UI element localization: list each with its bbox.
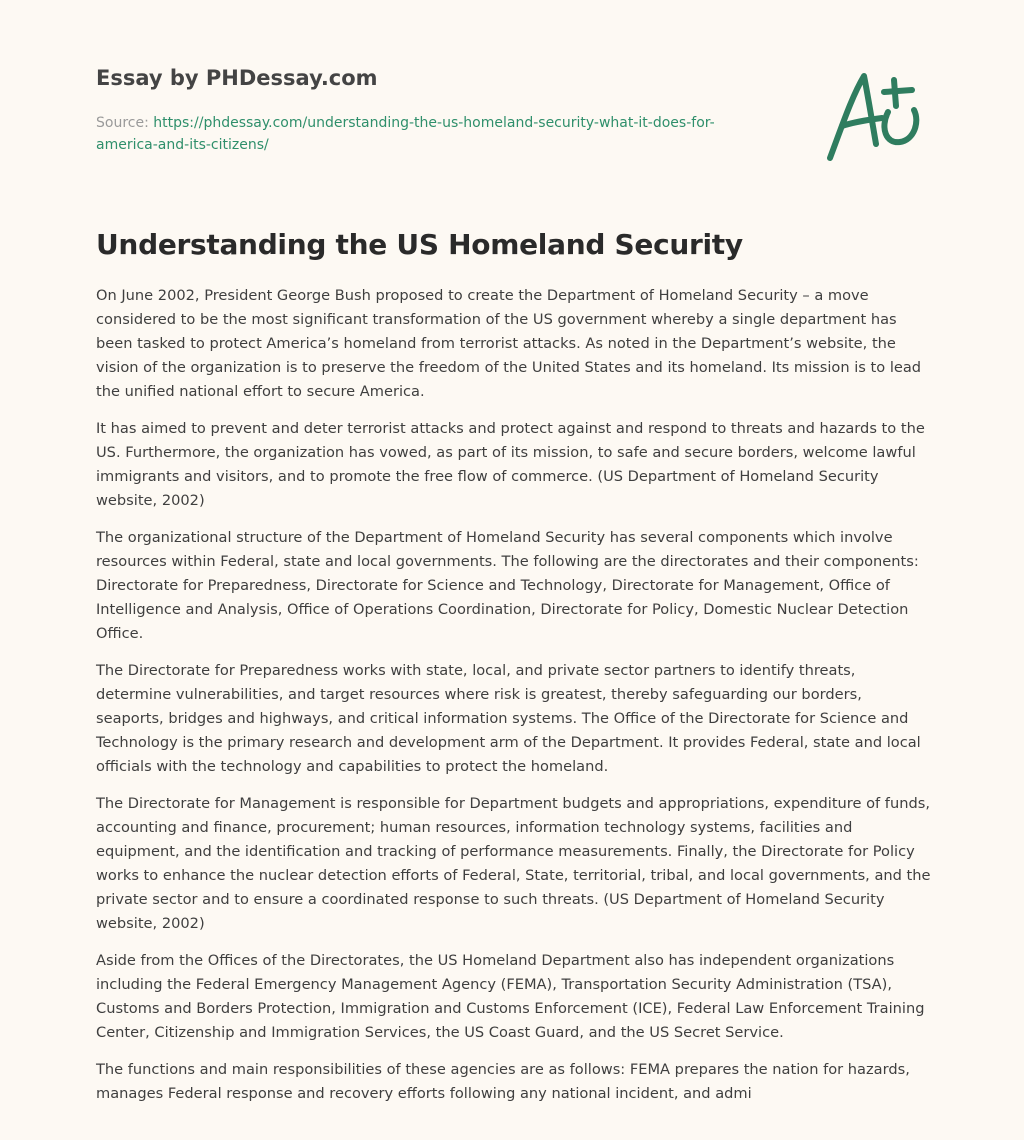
- source-line: [96, 112, 776, 156]
- article: [96, 226, 932, 1119]
- article-paragraph: The organizational structure of the Department of Homeland Security has several components which involve resources within Federal, state and local governments. The following are the directorates and their components: Directorate for Preparedness, Directorate for Science and Technology, Directorate for Management, Office of Intelligence and Analysis, Office of Operations Coordination, Directorate for Policy, Domestic Nuclear Detection Office.: [96, 529, 919, 642]
- article-paragraph: It has aimed to prevent and deter terrorist attacks and protect against and respond to threats and hazards to the US. Furthermore, the organization has vowed, as part of its mission, to safe and secure borders, welcome lawful immigrants and visitors, and to promote the free flow of commerce. (US Department of Homeland Security website, 2002): [96, 420, 925, 509]
- article-title: Understanding the US Homeland Security: [96, 228, 743, 261]
- article-paragraph: Aside from the Offices of the Directorates, the US Homeland Department also has independent organizations including the Federal Emergency Management Agency (FEMA), Transportation Security Administration (TSA), Customs and Borders Protection, Immigration and Customs Enforcement (ICE), Federal Law Enforcement Training Center, Citizenship and Immigration Services, the US Coast Guard, and the US Secret Service.: [96, 952, 925, 1041]
- source-label: Source:: [96, 115, 149, 131]
- page-header: [96, 64, 776, 156]
- article-paragraph: The Directorate for Preparedness works with state, local, and private sector partners to identify threats, determine vulnerabilities, and target resources where risk is greatest, thereby safeguarding our borders, seaports, bridges and highways, and critical information systems. The Office of the Directorate for Science and Technology is the primary research and development arm of the Department. It provides Federal, state and local officials with the technology and capabilities to protect the homeland.: [96, 662, 921, 775]
- article-paragraph: The functions and main responsibilities of these agencies are as follows: FEMA prepares the nation for hazards, manages Federal response and recovery efforts following any national incident, and admi: [96, 1061, 910, 1102]
- article-paragraph: On June 2002, President George Bush proposed to create the Department of Homeland Security – a move considered to be the most significant transformation of the US government whereby a single department has been tasked to protect America’s homeland from terrorist attacks. As noted in the Department’s website, the vision of the organization is to preserve the freedom of the United States and its homeland. Its mission is to lead the unified national effort to secure America.: [96, 287, 922, 400]
- article-paragraph: The Directorate for Management is responsible for Department budgets and appropriations, expenditure of funds, accounting and finance, procurement; human resources, information technology systems, facilities and equipment, and the identification and tracking of performance measurements. Finally, the Directorate for Policy works to enhance the nuclear detection efforts of Federal, State, territorial, tribal, and local governments, and the private sector and to ensure a coordinated response to such threats. (US Department of Homeland Security website, 2002): [96, 795, 931, 932]
- a-plus-grade-icon: [820, 66, 930, 166]
- source-link[interactable]: https://phdessay.com/understanding-the-us-homeland-security-what-it-does-for-america-and-its-citizens/: [96, 115, 715, 153]
- site-name: Essay by PHDessay.com: [96, 66, 378, 90]
